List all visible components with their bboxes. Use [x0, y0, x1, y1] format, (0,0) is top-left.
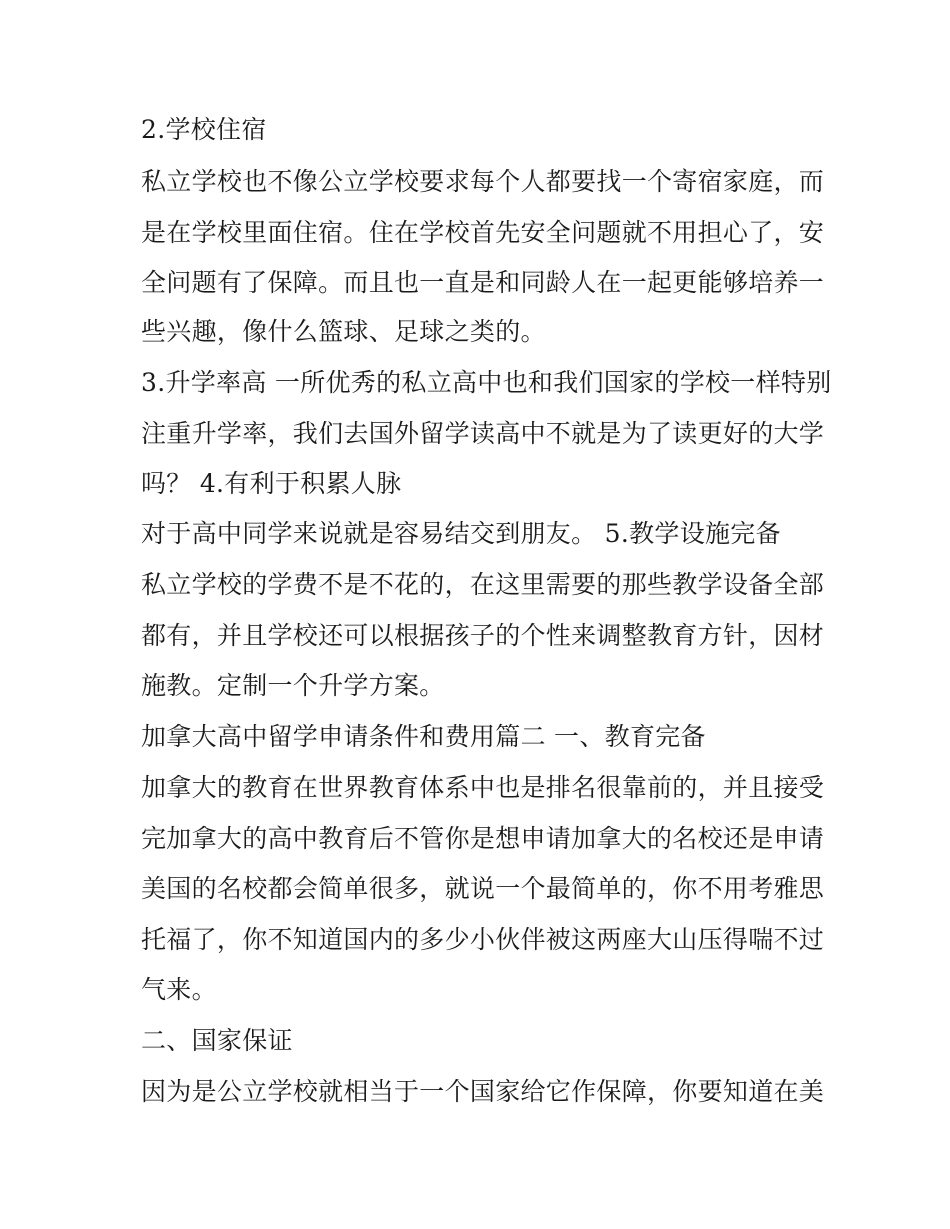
paragraph-line: 些兴趣，像什么篮球、足球之类的。 — [141, 317, 546, 346]
paragraph-line: 私立学校的学费不是不花的，在这里需要的那些教学设备全部 — [141, 570, 825, 599]
paragraph-line: 美国的名校都会简单很多，就说一个最简单的，你不用考雅思 — [141, 874, 825, 903]
paragraph-line: 是在学校里面住宿。住在学校首先安全问题就不用担心了，安 — [141, 218, 825, 247]
paragraph-line: 全问题有了保障。而且也一直是和同龄人在一起更能够培养一 — [141, 268, 825, 297]
paragraph-line: 完加拿大的高中教育后不管你是想申请加拿大的名校还是申请 — [141, 824, 825, 853]
paragraph-line: 加拿大的教育在世界教育体系中也是排名很靠前的，并且接受 — [141, 773, 825, 802]
paragraph-line: 气来。 — [141, 975, 217, 1004]
paragraph-line: 3.升学率高 一所优秀的私立高中也和我们国家的学校一样特别 — [141, 368, 832, 397]
paragraph-line: 施教。定制一个升学方案。 — [141, 671, 445, 700]
paragraph-line: 吗？ 4.有利于积累人脉 — [141, 469, 402, 498]
paragraph-line: 注重升学率，我们去国外留学读高中不就是为了读更好的大学 — [141, 419, 825, 448]
paragraph-line: 托福了，你不知道国内的多少小伙伴被这两座大山压得喘不过 — [141, 925, 825, 954]
section-heading-national-guarantee: 二、国家保证 — [141, 1026, 293, 1055]
section-heading-education: 加拿大高中留学申请条件和费用篇二 一、教育完备 — [141, 722, 706, 751]
paragraph-line: 私立学校也不像公立学校要求每个人都要找一个寄宿家庭，而 — [141, 167, 825, 196]
paragraph-line: 都有，并且学校还可以根据孩子的个性来调整教育方针，因材 — [141, 621, 825, 650]
section-heading-school-accommodation: 2.学校住宿 — [141, 115, 267, 144]
paragraph-line: 对于高中同学来说就是容易结交到朋友。 5.教学设施完备 — [141, 519, 781, 548]
paragraph-line: 因为是公立学校就相当于一个国家给它作保障，你要知道在美 — [141, 1077, 825, 1106]
